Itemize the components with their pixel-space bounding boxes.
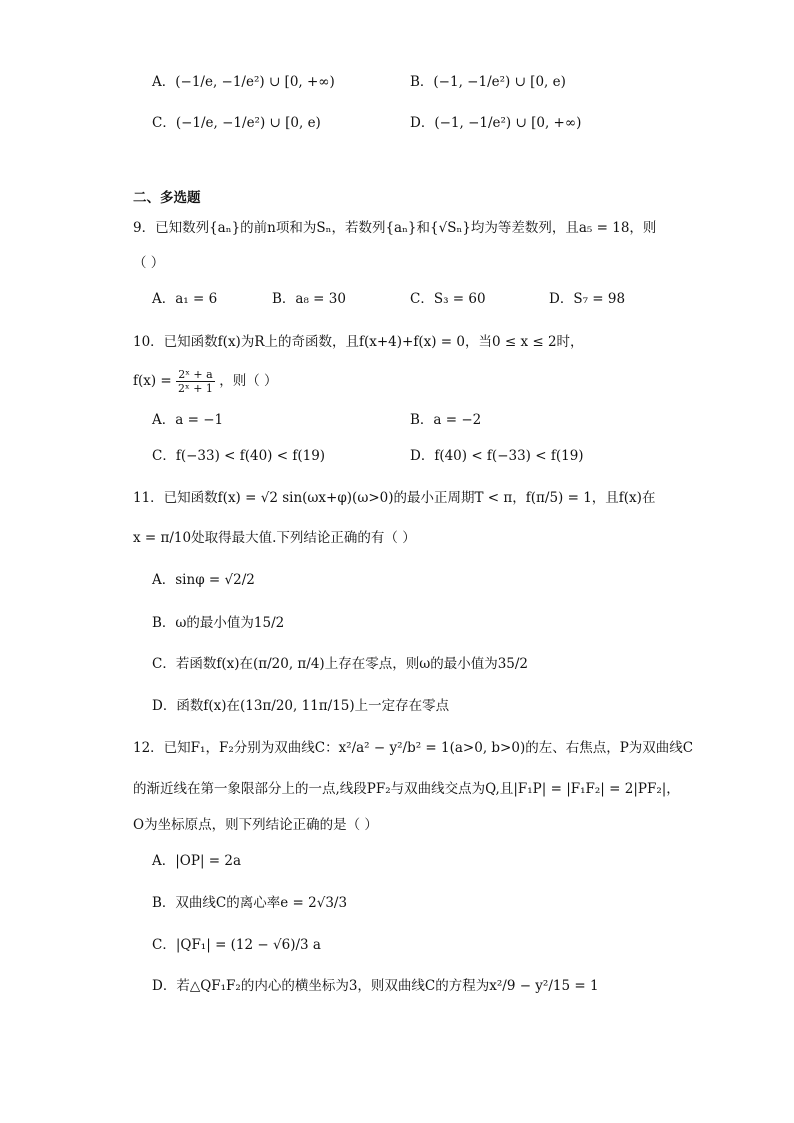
q9-option-c[interactable]: C．S₃ = 60	[410, 291, 486, 307]
q12-option-d[interactable]: D．若△QF₁F₂的内心的横坐标为3，则双曲线C的方程为x²/9 − y²/15 = 1	[152, 978, 599, 994]
q8-option-d[interactable]: D．(−1, −1/e²) ∪ [0, +∞)	[410, 115, 582, 131]
q10-formula-prefix: f(x) =	[133, 373, 172, 389]
q9-option-a[interactable]: A．a₁ = 6	[152, 291, 218, 307]
q11-option-a[interactable]: A．sinφ = √2/2	[152, 572, 255, 588]
q10-option-c[interactable]: C．f(−33) < f(40) < f(19)	[152, 448, 326, 464]
q12-option-c[interactable]: C．|QF₁| = (12 − √6)/3 a	[152, 937, 321, 953]
q9-option-b[interactable]: B．a₈ = 30	[272, 291, 346, 307]
q10-option-b[interactable]: B．a = −2	[410, 412, 482, 428]
q12-stem-continued: 的渐近线在第一象限部分上的一点,线段PF₂与双曲线交点为Q,且|F₁P| = |F₁F₂| = 2|PF₂|，	[133, 781, 680, 797]
q10-formula-suffix: ，则（ ）	[219, 373, 278, 389]
q12-option-a[interactable]: A．|OP| = 2a	[152, 853, 242, 869]
q12-stem-end: O为坐标原点，则下列结论正确的是（ ）	[133, 817, 378, 833]
q8-option-c[interactable]: C．(−1/e, −1/e²) ∪ [0, e)	[152, 115, 321, 131]
q9-answer-blank: （ ）	[133, 255, 165, 271]
q8-option-b[interactable]: B．(−1, −1/e²) ∪ [0, e)	[410, 74, 566, 90]
q12-option-b[interactable]: B．双曲线C的离心率e = 2√3/3	[152, 895, 348, 911]
q10-option-d[interactable]: D．f(40) < f(−33) < f(19)	[410, 448, 584, 464]
q10-formula	[133, 368, 278, 395]
q10-fraction	[176, 368, 215, 395]
q10-stem: 10．已知函数f(x)为R上的奇函数，且f(x+4)+f(x) = 0，当0 ≤ x ≤ 2时，	[133, 334, 584, 350]
q11-option-b[interactable]: B．ω的最小值为15/2	[152, 615, 285, 631]
q12-stem: 12．已知F₁，F₂分别为双曲线C：x²/a² − y²/b² = 1(a>0, b>0)的左、右焦点，P为双曲线C	[133, 740, 694, 756]
q9-stem: 9．已知数列{aₙ}的前n项和为Sₙ，若数列{aₙ}和{√Sₙ}均为等差数列，且a₅ = 18，则	[133, 220, 657, 236]
section-heading-multiple-choice: 二、多选题	[133, 190, 201, 206]
q11-stem: 11．已知函数f(x) = √2 sin(ωx+φ)(ω>0)的最小正周期T < π，f(π/5) = 1，且f(x)在	[133, 490, 656, 506]
q8-option-a[interactable]: A．(−1/e, −1/e²) ∪ [0, +∞)	[152, 74, 335, 90]
q10-fraction-numerator: 2ˣ + a	[176, 368, 215, 382]
q10-option-a[interactable]: A．a = −1	[152, 412, 224, 428]
q10-fraction-denominator: 2ˣ + 1	[178, 382, 213, 395]
q11-option-c[interactable]: C．若函数f(x)在(π/20, π/4)上存在零点，则ω的最小值为35/2	[152, 656, 529, 672]
q11-option-d[interactable]: D．函数f(x)在(13π/20, 11π/15)上一定存在零点	[152, 698, 450, 714]
q9-option-d[interactable]: D．S₇ = 98	[549, 291, 626, 307]
q11-stem-continued: x = π/10处取得最大值.下列结论正确的有（ ）	[133, 530, 416, 546]
